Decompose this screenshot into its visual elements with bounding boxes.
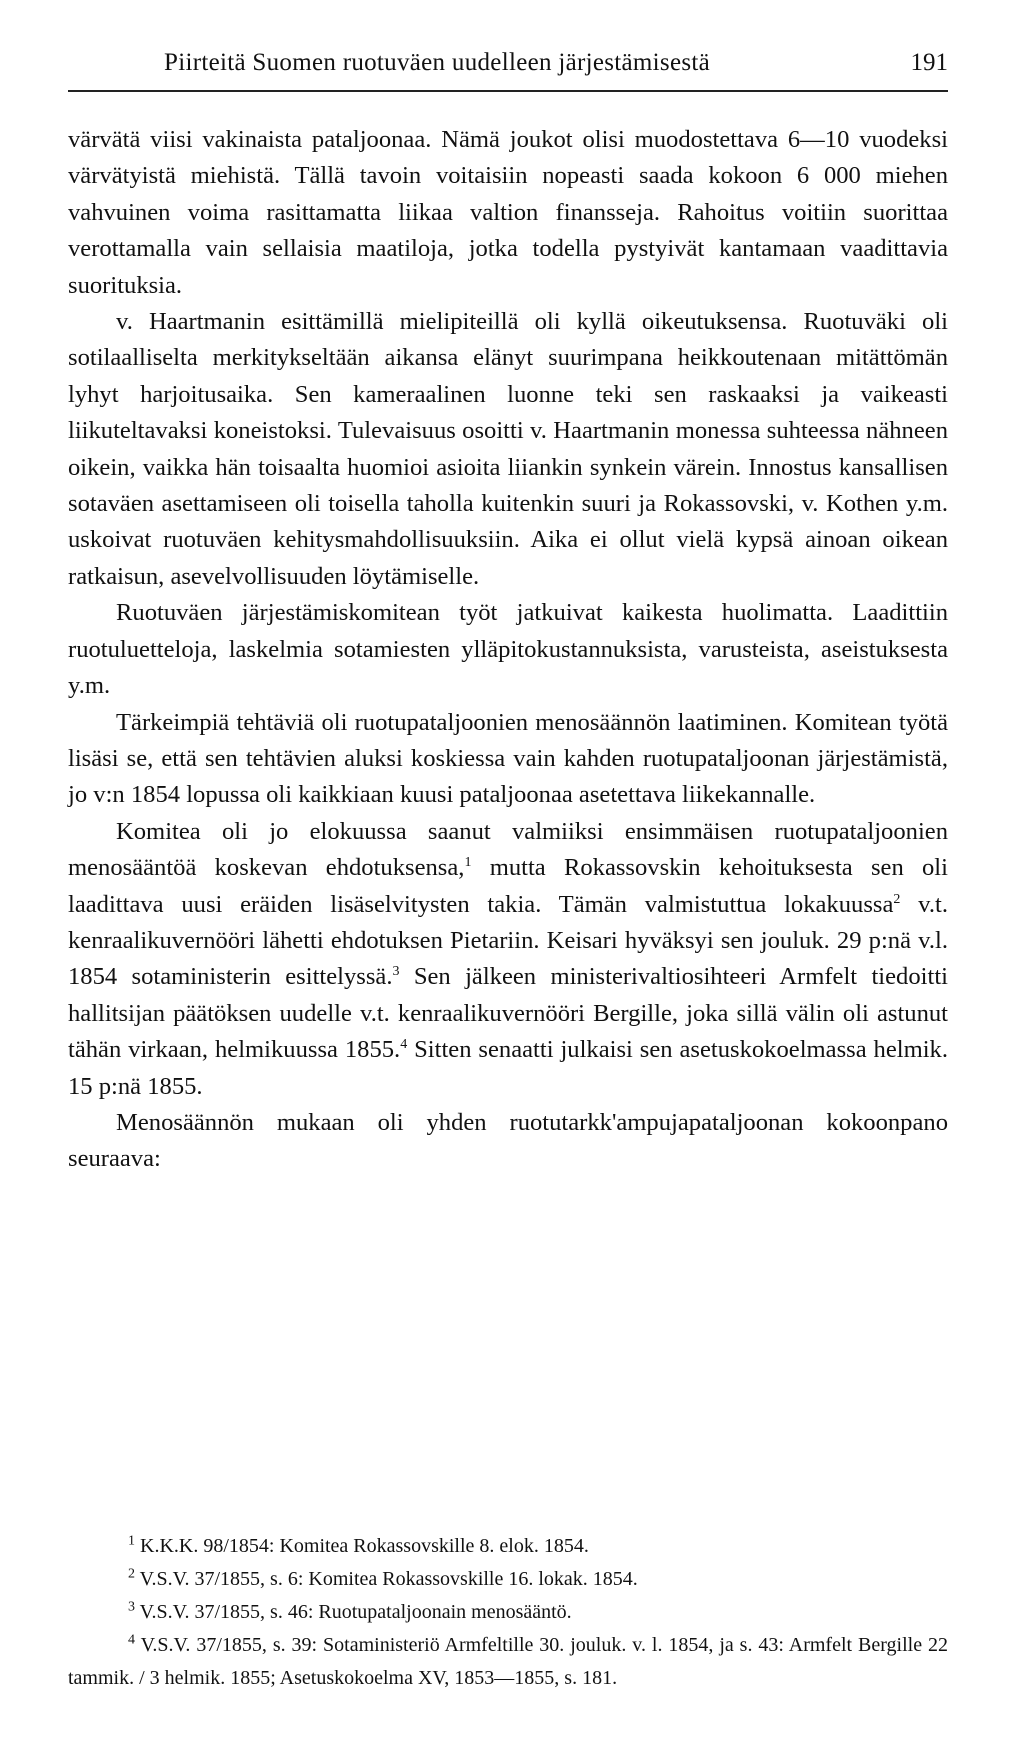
paragraph-2: v. Haartmanin esittämillä mielipiteillä oli kyllä oikeutuksensa. Ruotuväki oli sotilaalliselta merkitykseltään aikansa elänyt suurimpana heikkoutenaan mitättömän lyhyt harjoitusaika. Sen kameraalinen luonne teki sen raskaaksi ja vaikeasti liikuteltavaksi koneistoksi. Tulevaisuus osoitti v. Haartmanin monessa suhteessa nähneen oikein, vaikka hän toisaalta huomioi asioita liiankin synkein värein. Innostus kansallisen sotaväen asettamiseen oli toisella taholla kuitenkin suuri ja Rokassovski, v. Kothen y.m. uskoivat ruotuväen kehitysmahdollisuuksiin. Aika ei ollut vielä kypsä ainoan oikean ratkaisun, asevelvollisuuden löytämiselle. [68,308,948,590]
footnote-ref-1: 1 [464,854,472,870]
paragraph-1: värvätä viisi vakinaista pataljoonaa. Nämä joukot olisi muodostettava 6—10 vuodeksi värvätyistä miehistä. Tällä tavoin voitaisiin nopeasti saada kokoon 6 000 miehen vahvuinen voima rasittamatta liikaa valtion finansseja. Rahoitus voitiin suorittaa verottamalla vain sellaisia maatiloja, jotka todella pystyivät kantamaan vaadittavia suorituksia. [68,126,948,299]
footnote-3 [68,1596,948,1629]
paragraph-5-part-2: mutta Rokassovskin kehoituksesta sen oli laadittava uusi eräiden lisäselvitysten takia. Tämän valmistuttua lokakuussa [68,854,948,918]
footnotes [68,1530,948,1695]
footnote-1-text: K.K.K. 98/1854: Komitea Rokassovskille 8. elok. 1854. [135,1535,589,1557]
footnote-1-number: 1 [128,1533,135,1549]
paragraph-3: Ruotuväen järjestämiskomitean työt jatkuivat kaikesta huolimatta. Laadittiin ruotuluetteloja, laskelmia sotamiesten ylläpitokustannuksista, varusteista, aseistuksesta y.m. [68,599,948,700]
paragraph-5-part-4: Sen jälkeen ministerivaltiosihteeri Armfelt tiedoitti hallitsijan päätöksen uudelle v.t. kenraalikuvernööri Bergille, joka sillä välin oli astunut tähän virkaan, helmikuussa 1855. [68,963,948,1064]
footnote-ref-4: 4 [400,1036,408,1052]
body-text [68,122,948,1178]
footnote-3-text: V.S.V. 37/1855, s. 46: Ruotupataljoonain menosääntö. [135,1601,572,1623]
footnote-3-number: 3 [128,1599,135,1615]
footnote-ref-3: 3 [392,964,400,980]
paragraph-5 [68,814,948,1105]
paragraph-5-part-5: Sitten senaatti julkaisi sen asetuskokoelmassa helmik. 15 p:nä 1855. [68,1036,949,1100]
footnote-ref-2: 2 [893,891,901,907]
footnote-2-text: V.S.V. 37/1855, s. 6: Komitea Rokassovskille 16. lokak. 1854. [135,1568,638,1590]
footnote-1 [68,1530,948,1563]
running-title: Piirteitä Suomen ruotuväen uudelleen järjestämisestä [164,49,711,76]
running-header [68,45,948,85]
paragraph-5-part-3: v.t. kenraalikuvernööri lähetti ehdotuksen Pietariin. Keisari hyväksyi sen jouluk. 29 p:nä v.l. 1854 sotaministerin esittelyssä. [68,890,948,991]
paragraph-4: Tärkeimpiä tehtäviä oli ruotupataljoonien menosäännön laatiminen. Komitean työtä lisäsi se, että sen tehtävien aluksi koskiessa vain kahden ruotupataljoonan järjestämistä, jo v:n 1854 lopussa oli kaikkiaan kuusi pataljoonaa asetettava liikekannalle. [68,708,948,809]
header-rule [68,90,948,92]
footnote-4 [68,1629,948,1695]
page-number: 191 [910,49,948,76]
footnote-4-number: 4 [128,1632,135,1648]
paragraph-6: Menosäännön mukaan oli yhden ruotutarkk'ampujapataljoonan kokoonpano seuraava: [68,1108,948,1173]
footnote-2 [68,1563,948,1596]
footnote-4-text: V.S.V. 37/1855, s. 39: Sotaministeriö Armfeltille 30. jouluk. v. l. 1854, ja s. 43: Armfelt Bergille 22 tammik. / 3 helmik. 1855; Asetuskokoelma XV, 1853—1855, s. 181. [68,1634,948,1689]
paragraph-5-part-1: Komitea oli jo elokuussa saanut valmiiksi ensimmäisen ruotupataljoonien menosääntöä koskevan ehdotuksensa, [68,817,948,882]
footnote-2-number: 2 [128,1566,135,1582]
